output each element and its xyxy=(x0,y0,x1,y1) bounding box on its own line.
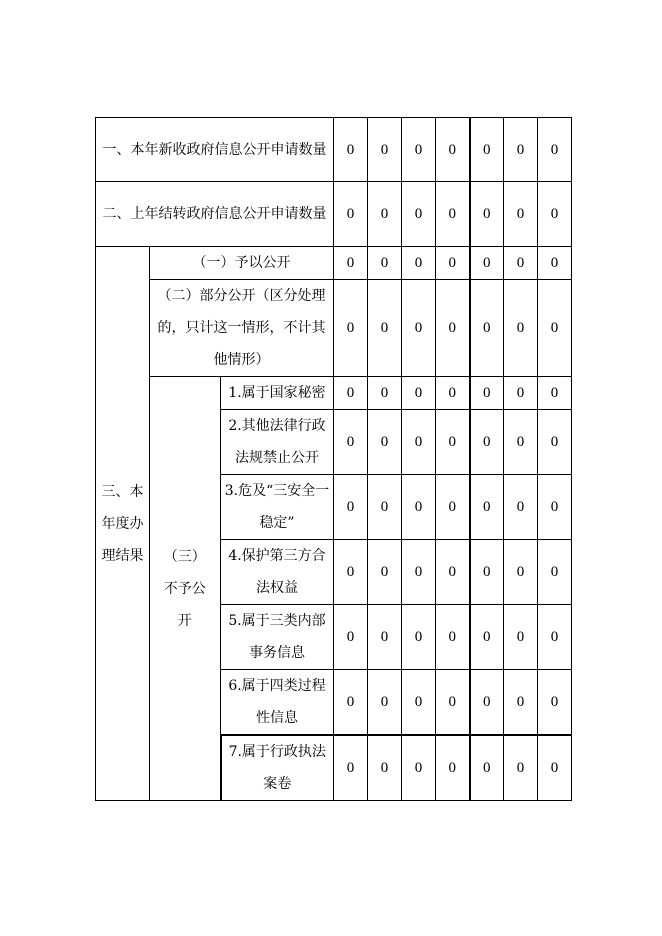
cell-value: 0 xyxy=(402,182,436,247)
cell-value: 0 xyxy=(334,247,368,280)
cell-value: 0 xyxy=(504,670,538,736)
cell-value: 0 xyxy=(538,247,572,280)
row-label-reason: 3.危及“三安全一稳定” xyxy=(221,475,334,540)
row-label-public: （一）予以公开 xyxy=(150,247,334,280)
row-label-new-applications: 一、本年新收政府信息公开申请数量 xyxy=(96,118,334,182)
cell-value: 0 xyxy=(436,377,470,410)
cell-value: 0 xyxy=(504,377,538,410)
cell-value: 0 xyxy=(436,410,470,475)
cell-value: 0 xyxy=(334,377,368,410)
row-label-carried-over: 二、上年结转政府信息公开申请数量 xyxy=(96,182,334,247)
cell-value: 0 xyxy=(402,475,436,540)
cell-value: 0 xyxy=(538,670,572,736)
cell-value: 0 xyxy=(504,540,538,605)
table-row xyxy=(96,377,572,410)
cell-value: 0 xyxy=(368,670,402,736)
disclosure-statistics-table xyxy=(95,117,572,801)
table-row xyxy=(96,247,572,280)
cell-value: 0 xyxy=(504,182,538,247)
cell-value: 0 xyxy=(504,247,538,280)
cell-value: 0 xyxy=(436,605,470,670)
cell-value: 0 xyxy=(504,410,538,475)
cell-value: 0 xyxy=(402,410,436,475)
cell-value: 0 xyxy=(470,735,504,801)
table-row xyxy=(96,280,572,377)
cell-value: 0 xyxy=(368,247,402,280)
cell-value: 0 xyxy=(334,670,368,736)
row-label-reason: 6.属于四类过程性信息 xyxy=(221,670,334,736)
cell-value: 0 xyxy=(436,182,470,247)
cell-value: 0 xyxy=(368,410,402,475)
cell-value: 0 xyxy=(402,540,436,605)
cell-value: 0 xyxy=(538,735,572,801)
cell-value: 0 xyxy=(368,182,402,247)
cell-value: 0 xyxy=(504,735,538,801)
cell-value: 0 xyxy=(334,410,368,475)
row-label-not-public: （三）不予公开 xyxy=(150,377,221,801)
cell-value: 0 xyxy=(334,182,368,247)
cell-value: 0 xyxy=(504,605,538,670)
cell-value: 0 xyxy=(538,605,572,670)
cell-value: 0 xyxy=(402,377,436,410)
cell-value: 0 xyxy=(436,735,470,801)
cell-value: 0 xyxy=(470,540,504,605)
cell-value: 0 xyxy=(402,735,436,801)
cell-value: 0 xyxy=(368,605,402,670)
cell-value: 0 xyxy=(368,280,402,377)
cell-value: 0 xyxy=(334,118,368,182)
cell-value: 0 xyxy=(538,182,572,247)
row-label-reason: 2.其他法律行政法规禁止公开 xyxy=(221,410,334,475)
cell-value: 0 xyxy=(538,475,572,540)
cell-value: 0 xyxy=(402,118,436,182)
row-label-reason: 4.保护第三方合法权益 xyxy=(221,540,334,605)
cell-value: 0 xyxy=(334,540,368,605)
cell-value: 0 xyxy=(402,605,436,670)
cell-value: 0 xyxy=(470,247,504,280)
cell-value: 0 xyxy=(538,377,572,410)
row-label-partial: （二）部分公开（区分处理的，只计这一情形，不计其他情形） xyxy=(150,280,334,377)
cell-value: 0 xyxy=(470,410,504,475)
cell-value: 0 xyxy=(538,118,572,182)
cell-value: 0 xyxy=(470,118,504,182)
cell-value: 0 xyxy=(470,670,504,736)
cell-value: 0 xyxy=(538,410,572,475)
cell-value: 0 xyxy=(368,735,402,801)
cell-value: 0 xyxy=(368,540,402,605)
cell-value: 0 xyxy=(470,182,504,247)
cell-value: 0 xyxy=(504,475,538,540)
cell-value: 0 xyxy=(368,475,402,540)
cell-value: 0 xyxy=(436,280,470,377)
cell-value: 0 xyxy=(470,377,504,410)
cell-value: 0 xyxy=(538,280,572,377)
cell-value: 0 xyxy=(402,670,436,736)
cell-value: 0 xyxy=(436,670,470,736)
cell-value: 0 xyxy=(436,247,470,280)
cell-value: 0 xyxy=(436,540,470,605)
cell-value: 0 xyxy=(470,475,504,540)
cell-value: 0 xyxy=(504,280,538,377)
cell-value: 0 xyxy=(402,247,436,280)
cell-value: 0 xyxy=(402,280,436,377)
row-label-reason: 7.属于行政执法案卷 xyxy=(221,735,334,801)
cell-value: 0 xyxy=(334,735,368,801)
row-label-reason: 5.属于三类内部事务信息 xyxy=(221,605,334,670)
cell-value: 0 xyxy=(334,280,368,377)
cell-value: 0 xyxy=(470,605,504,670)
cell-value: 0 xyxy=(436,475,470,540)
cell-value: 0 xyxy=(368,377,402,410)
cell-value: 0 xyxy=(334,475,368,540)
cell-value: 0 xyxy=(334,605,368,670)
table-row xyxy=(96,118,572,182)
cell-value: 0 xyxy=(368,118,402,182)
cell-value: 0 xyxy=(436,118,470,182)
cell-value: 0 xyxy=(504,118,538,182)
cell-value: 0 xyxy=(538,540,572,605)
cell-value: 0 xyxy=(470,280,504,377)
row-label-reason: 1.属于国家秘密 xyxy=(221,377,334,410)
row-label-results: 三、本年度办理结果 xyxy=(96,247,150,801)
table-row xyxy=(96,182,572,247)
